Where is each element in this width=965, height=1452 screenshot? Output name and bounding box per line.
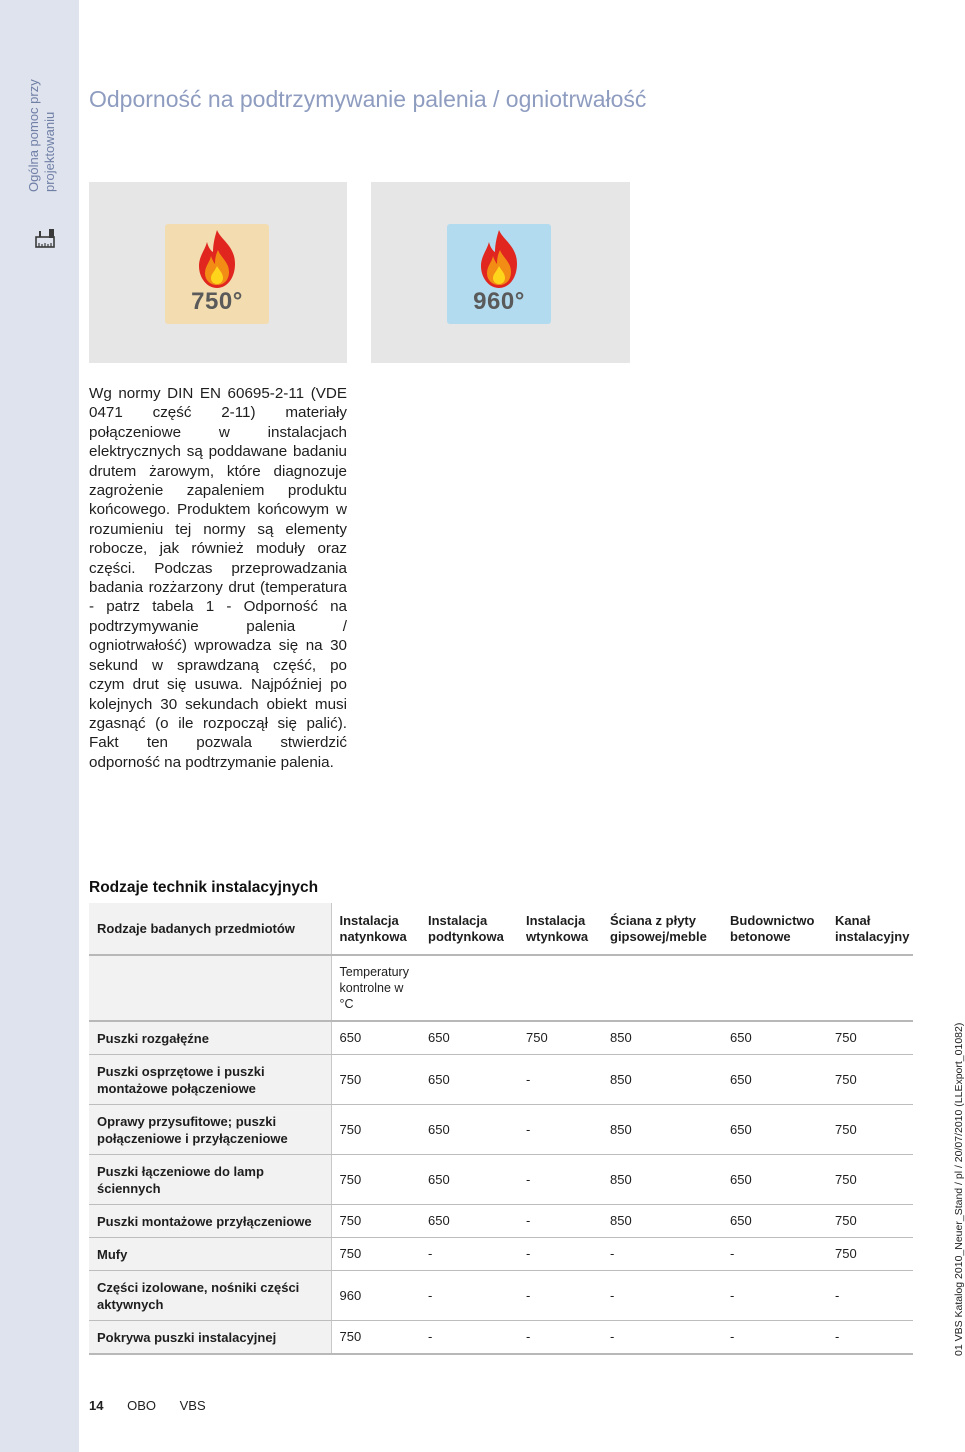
body-paragraph: Wg normy DIN EN 60695-2-11 (VDE 0471 część 2-11) materiały połączeniowe w instalacjach elektrycznych są poddawane badaniu drutem żarowym, które diagnozuje zagrożenie zapaleniem produktu końcowego. Produktem końcowym w rozumieniu tej normy są elementy robocze, jak również moduły oraz części. Podczas przeprowadzania badania rozżarzony drut (temperatura - patrz tabela 1 - Odporność na podtrzymywanie palenia / ogniotrwałość) wprowadza się na 30 sekund w sprawdzaną część, po czym drut się usuwa. Najpóźniej po kolejnych 30 sekundach obiekt musi zgasnąć (o ile rozpoczął się palić). Fakt ten pozwala stwierdzić odporność na podtrzymanie palenia. <box>89 385 347 771</box>
table-cell: - <box>722 1238 827 1271</box>
table-cell: 650 <box>722 1105 827 1155</box>
row-label: Puszki rozgałęźne <box>89 1021 331 1055</box>
column-header: Instalacja podtynkowa <box>420 903 518 955</box>
table-cell: - <box>722 1271 827 1321</box>
badge-temperature-label: 750° <box>191 288 243 315</box>
flame-icon <box>191 228 243 292</box>
table-cell: 750 <box>331 1238 420 1271</box>
unit-row-cell <box>722 955 827 1021</box>
table-cell: 750 <box>827 1105 913 1155</box>
row-label: Pokrywa puszki instalacyjnej <box>89 1321 331 1355</box>
table-row <box>89 1321 913 1355</box>
table-cell: - <box>827 1271 913 1321</box>
table-cell: 650 <box>722 1205 827 1238</box>
table-cell: 650 <box>420 1155 518 1205</box>
table-cell: 750 <box>518 1021 602 1055</box>
table-cell: 650 <box>722 1155 827 1205</box>
table-cell: 850 <box>602 1105 722 1155</box>
table-cell: - <box>518 1155 602 1205</box>
table-cell: - <box>420 1271 518 1321</box>
column-header: Ściana z płyty gipsowej/meble <box>602 903 722 955</box>
product-photo-960 <box>371 182 630 363</box>
table-cell: - <box>827 1321 913 1355</box>
table-cell: 750 <box>331 1321 420 1355</box>
section-title-line-1: Ogólna pomoc przy <box>26 79 41 192</box>
catalog-code: 01 VBS Katalog 2010_Neuer_Stand / pl / 20/07/2010 (LLExport_01082) <box>953 1022 965 1356</box>
row-label: Puszki osprzętowe i puszki montażowe połączeniowe <box>89 1055 331 1105</box>
table-cell: - <box>518 1271 602 1321</box>
table-cell: 850 <box>602 1205 722 1238</box>
badge-temperature-label: 960° <box>473 288 525 315</box>
temperature-badge-750 <box>165 224 269 324</box>
table-cell: 750 <box>331 1055 420 1105</box>
table-cell: - <box>518 1055 602 1105</box>
table-cell: - <box>518 1205 602 1238</box>
table-cell: 750 <box>827 1205 913 1238</box>
unit-row-cell <box>827 955 913 1021</box>
table-cell: - <box>518 1105 602 1155</box>
table-cell: - <box>518 1238 602 1271</box>
column-header: Instalacja wtynkowa <box>518 903 602 955</box>
column-header: Kanał instalacyjny <box>827 903 913 955</box>
table-cell: - <box>602 1238 722 1271</box>
table-cell: 650 <box>722 1055 827 1105</box>
unit-row-cell <box>602 955 722 1021</box>
unit-row <box>89 955 913 1021</box>
unit-label: Temperatury kontrolne w °C <box>331 955 420 1021</box>
table-cell: 650 <box>420 1021 518 1055</box>
page-footer <box>89 1398 206 1413</box>
table-cell: 850 <box>602 1021 722 1055</box>
table-cell: 750 <box>827 1238 913 1271</box>
table-cell: 650 <box>420 1205 518 1238</box>
column-header: Instalacja natynkowa <box>331 903 420 955</box>
table-cell: 650 <box>331 1021 420 1055</box>
table-row <box>89 1105 913 1155</box>
row-label: Oprawy przysufitowe; puszki połączeniowe i przyłączeniowe <box>89 1105 331 1155</box>
table-header-row <box>89 903 913 955</box>
table-row <box>89 1271 913 1321</box>
row-label: Puszki łączeniowe do lamp ściennych <box>89 1155 331 1205</box>
row-label: Mufy <box>89 1238 331 1271</box>
product-photo-750 <box>89 182 347 363</box>
table-cell: - <box>420 1321 518 1355</box>
table-row <box>89 1055 913 1105</box>
table-cell: - <box>420 1238 518 1271</box>
ruler-pencil-icon <box>32 228 58 252</box>
section-title-line-2: projektowaniu <box>42 111 57 192</box>
column-header: Budownictwo betonowe <box>722 903 827 955</box>
product-line-label: VBS <box>179 1398 206 1413</box>
flame-icon <box>473 228 525 292</box>
table-cell: 850 <box>602 1155 722 1205</box>
corner-header: Rodzaje badanych przedmiotów <box>89 903 331 955</box>
table-cell: 960 <box>331 1271 420 1321</box>
table-cell: 750 <box>331 1205 420 1238</box>
table-cell: 650 <box>420 1105 518 1155</box>
table-cell: 750 <box>827 1155 913 1205</box>
table-cell: - <box>602 1271 722 1321</box>
table-cell: 850 <box>602 1055 722 1105</box>
table-cell: 750 <box>331 1155 420 1205</box>
table-cell: 650 <box>420 1055 518 1105</box>
page-number: 14 <box>89 1398 104 1413</box>
table-cell: - <box>722 1321 827 1355</box>
row-label: Puszki montażowe przyłączeniowe <box>89 1205 331 1238</box>
section-title <box>26 79 58 192</box>
unit-row-cell <box>420 955 518 1021</box>
brand-label: OBO <box>127 1398 156 1413</box>
table-cell: - <box>602 1321 722 1355</box>
table-cell: 650 <box>722 1021 827 1055</box>
table-title: Rodzaje technik instalacyjnych <box>89 879 319 896</box>
table-cell: 750 <box>827 1021 913 1055</box>
table-cell: - <box>518 1321 602 1355</box>
table-row <box>89 1021 913 1055</box>
temperature-badge-960 <box>447 224 551 324</box>
table-cell: 750 <box>331 1105 420 1155</box>
table-cell: 750 <box>827 1055 913 1105</box>
unit-row-spacer <box>89 955 331 1021</box>
page-title: Odporność na podtrzymywanie palenia / ogniotrwałość <box>89 86 647 112</box>
table-row <box>89 1238 913 1271</box>
installation-table <box>89 903 913 1355</box>
table-row <box>89 1155 913 1205</box>
row-label: Części izolowane, nośniki części aktywnych <box>89 1271 331 1321</box>
table-row <box>89 1205 913 1238</box>
sidebar <box>0 0 79 1452</box>
unit-row-cell <box>518 955 602 1021</box>
